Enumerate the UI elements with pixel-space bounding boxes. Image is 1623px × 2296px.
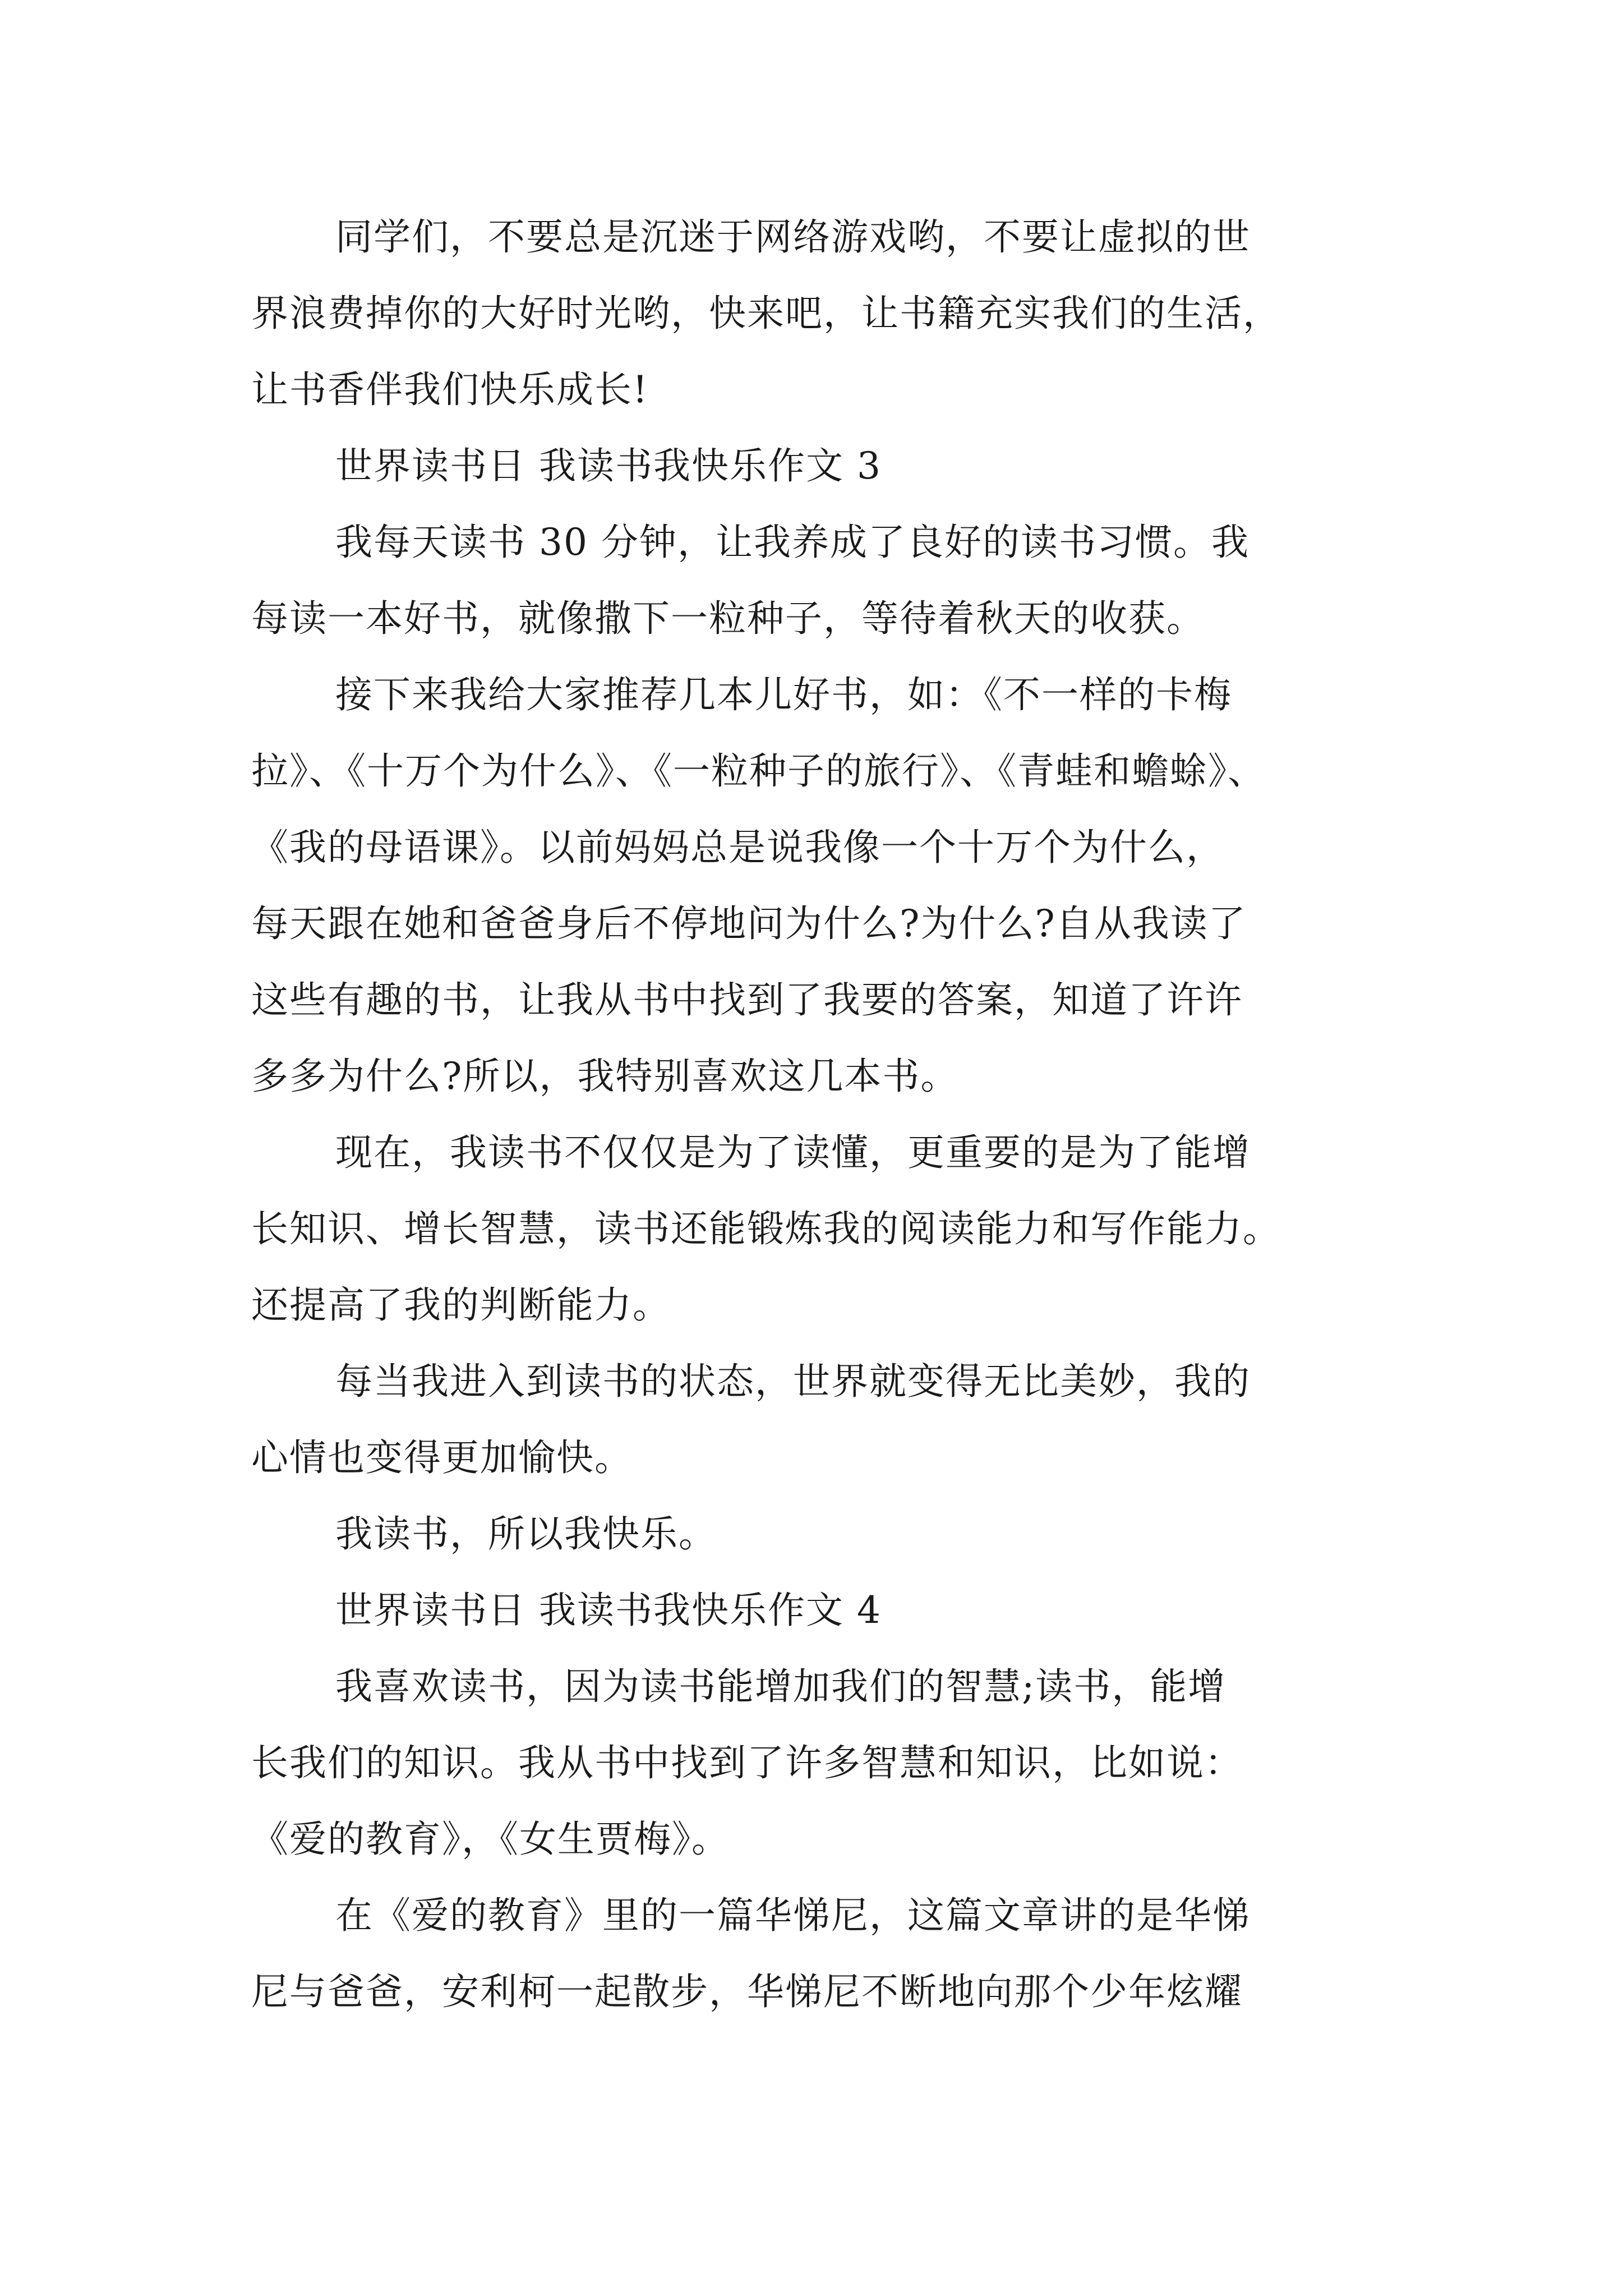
text-line: 《爱的教育》，《女生贾梅》。 [251,1818,730,1861]
text-line: 我每天读书 30 分钟，让我养成了良好的读书习惯。我 [335,521,1249,564]
text-line: 让书香伴我们快乐成长! [251,368,649,411]
section-heading: 世界读书日 我读书我快乐作文 4 [335,1589,882,1632]
text-line: 还提高了我的判断能力。 [251,1283,671,1327]
text-line: 同学们，不要总是沉迷于网络游戏哟，不要让虚拟的世 [335,215,1251,259]
text-line: 每当我进入到读书的状态，世界就变得无比美妙，我的 [335,1360,1251,1403]
section-heading: 世界读书日 我读书我快乐作文 3 [335,444,882,487]
text-line: 在《爱的教育》里的一篇华悌尼，这篇文章讲的是华悌 [335,1894,1251,1937]
text-line: 尼与爸爸，安利柯一起散步，华悌尼不断地向那个少年炫耀 [251,1970,1243,2013]
text-line: 每读一本好书，就像撒下一粒种子，等待着秋天的收获。 [251,597,1205,640]
text-line: 现在，我读书不仅仅是为了读懂，更重要的是为了能增 [335,1131,1251,1174]
text-line: 拉》、《十万个为什么》、《一粒种子的旅行》、《青蛙和蟾蜍》、 [251,749,1266,793]
text-line: 多多为什么?所以，我特别喜欢这几本书。 [251,1055,959,1098]
text-line: 这些有趣的书，让我从书中找到了我要的答案，知道了许许 [251,978,1243,1022]
text-line: 长知识、增长智慧，读书还能锻炼我的阅读能力和写作能力。 [251,1207,1281,1250]
text-line: 接下来我给大家推荐几本儿好书，如：《不一样的卡梅 [335,673,1232,716]
text-line: 界浪费掉你的大好时光哟，快来吧，让书籍充实我们的生活， [251,292,1281,335]
text-line: 每天跟在她和爸爸身后不停地问为什么?为什么?自从我读了 [251,902,1247,945]
text-line: 我喜欢读书，因为读书能增加我们的智慧;读书，能增 [335,1665,1227,1708]
text-line: 心情也变得更加愉快。 [251,1436,633,1479]
text-line: 《我的母语课》。以前妈妈总是说我像一个十万个为什么， [251,826,1224,869]
text-line: 我读书，所以我快乐。 [335,1512,717,1556]
text-line: 长我们的知识。我从书中找到了许多智慧和知识，比如说： [251,1741,1243,1784]
